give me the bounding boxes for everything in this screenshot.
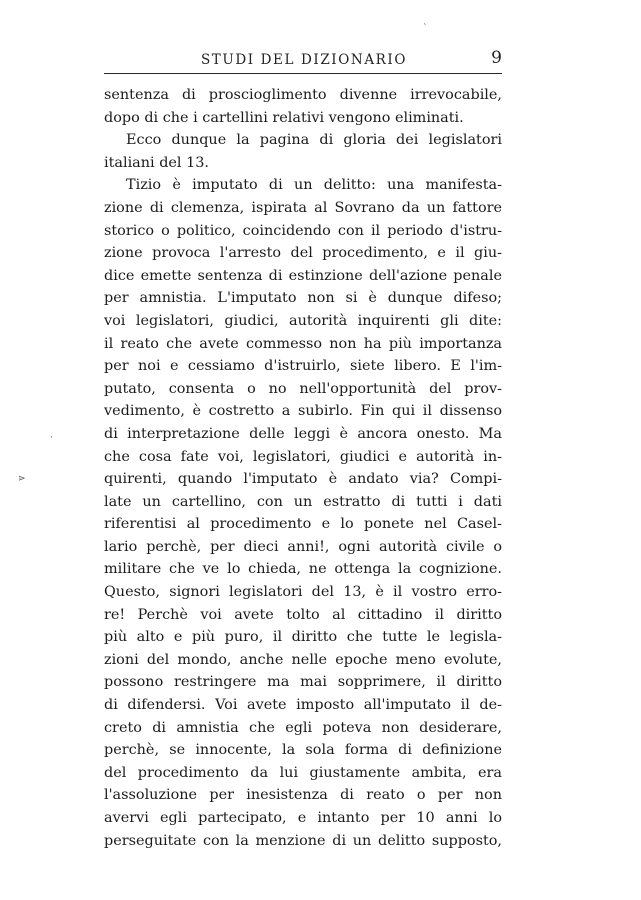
text-line: quirenti, quando l'imputato è andato via? Compi-: [104, 471, 502, 488]
text-line: per amnistia. L'imputato non si è dunque difeso;: [104, 290, 502, 307]
text-line: dopo di che i cartellini relativi vengono eliminati.: [104, 109, 464, 126]
text-line: zione di clemenza, ispirata al Sovrano da un fattore: [104, 199, 502, 216]
text-line: vedimento, è costretto a subirlo. Fin qui il dissenso: [104, 403, 502, 420]
text-line: voi legislatori, giudici, autorità inquirenti gli dite:: [104, 312, 502, 329]
text-line: lario perchè, per dieci anni!, ogni autorità civile o: [104, 538, 502, 555]
text-line: l'assoluzione per inesistenza di reato o per non: [104, 787, 502, 804]
text-line: Tizio è imputato di un delitto: una manifesta-: [126, 177, 502, 194]
print-speck: ·: [50, 433, 53, 443]
text-line: di interpretazione delle leggi è ancora onesto. Ma: [104, 425, 502, 442]
text-line: re! Perchè voi avete tolto al cittadino il diritto: [104, 606, 502, 623]
text-line: il reato che avete commesso non ha più importanza: [104, 335, 502, 352]
print-speck: ˋ: [423, 24, 428, 34]
text-line: militare che ve lo chieda, ne ottenga la cognizione.: [104, 561, 502, 578]
text-line: riferentisi al procedimento e lo ponete nel Casel-: [104, 516, 502, 533]
text-line: perchè, se innocente, la sola forma di definizione: [104, 742, 502, 759]
text-line: di difendersi. Voi avete imposto all'imputato il de-: [104, 697, 502, 714]
text-line: possono restringere ma mai sopprimere, il diritto: [104, 674, 502, 691]
text-line: avervi egli partecipato, e intanto per 10 anni lo: [104, 810, 502, 826]
text-line: Questo, signori legislatori del 13, è il vostro erro-: [104, 584, 502, 601]
print-speck: ⋗: [18, 474, 26, 484]
text-line: sentenza di proscioglimento divenne irrevocabile,: [104, 87, 502, 103]
text-line: italiani del 13.: [104, 154, 209, 171]
text-line: per noi e cessiamo d'istruirlo, siete libero. E l'im-: [104, 358, 502, 375]
text-line: perseguitate con la menzione di un delitto supposto,: [104, 832, 502, 849]
text-line: creto di amnistia che egli poteva non desiderare,: [104, 719, 502, 736]
page-header: [104, 46, 504, 74]
text-line: storico o politico, coincidendo con il periodo d'istru-: [104, 222, 502, 239]
text-line: Ecco dunque la pagina di gloria dei legislatori: [126, 132, 502, 149]
text-line: putato, consenta o no nell'opportunità del prov-: [104, 380, 502, 397]
text-line: del procedimento da lui giustamente ambita, era: [104, 764, 502, 781]
page-number: 9: [491, 48, 502, 68]
body-text: [104, 84, 502, 852]
text-line: dice emette sentenza di estinzione dell'azione penale: [104, 267, 502, 284]
text-line: più alto e più puro, il diritto che tutte le legisla-: [104, 629, 502, 646]
text-line: late un cartellino, con un estratto di tutti i dati: [104, 493, 502, 510]
text-line: zione provoca l'arresto del procedimento, e il giu-: [104, 245, 502, 262]
header-rule: [104, 73, 502, 74]
running-title: STUDI DEL DIZIONARIO: [200, 52, 408, 68]
text-line: che cosa fate voi, legislatori, giudici e autorità in-: [104, 448, 502, 465]
text-line: zioni del mondo, anche nelle epoche meno evolute,: [104, 651, 502, 668]
